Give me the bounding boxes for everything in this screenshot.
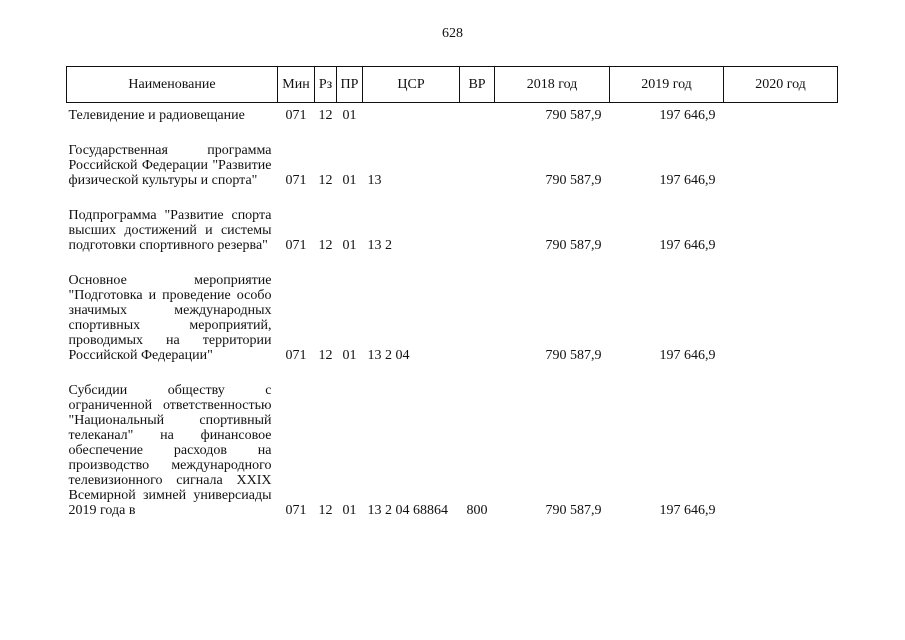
header-csr: ЦСР [363,67,460,103]
row-2020 [724,208,838,253]
row-name: Телевидение и радиовещание [68,108,245,123]
row-rz: 12 [318,238,333,253]
row-pr: 01 [342,238,357,253]
row-pr: 01 [342,108,357,123]
row-name: Основное мероприятие "Подготовка и проведение особо значимых международных спортивных мероприятий, проводимых на территории Российской Федерации" [68,273,272,363]
table-row [67,273,838,363]
page-number: 628 [442,26,463,41]
row-min: 071 [285,348,307,363]
budget-table [66,66,838,518]
row-csr [363,103,460,124]
row-csr: 13 2 04 [367,348,410,363]
row-csr: 13 2 04 68864 [367,503,448,518]
row-vr [460,273,495,363]
row-2019: 197 646,9 [659,238,716,253]
header-2019: 2019 год [610,67,724,103]
header-rz: Рз [315,67,337,103]
row-2019: 197 646,9 [659,108,716,123]
table-row [67,383,838,518]
row-rz: 12 [318,348,333,363]
row-csr: 13 [367,173,382,188]
table-header-row [67,67,838,103]
row-pr: 01 [342,173,357,188]
row-2018: 790 587,9 [545,238,602,253]
row-2020 [724,383,838,518]
row-2019: 197 646,9 [659,503,716,518]
row-csr: 13 2 [367,238,392,253]
row-2018: 790 587,9 [545,348,602,363]
row-min: 071 [285,108,307,123]
row-2019: 197 646,9 [659,348,716,363]
row-2018: 790 587,9 [545,108,602,123]
table-row [67,208,838,253]
row-vr [460,143,495,188]
header-pr: ПР [337,67,363,103]
row-vr: 800 [466,503,488,518]
row-rz: 12 [318,503,333,518]
header-2020: 2020 год [724,67,838,103]
row-rz: 12 [318,108,333,123]
row-min: 071 [285,503,307,518]
header-vr: ВР [460,67,495,103]
header-min: Мин [278,67,315,103]
header-name: Наименование [67,67,278,103]
row-2018: 790 587,9 [545,503,602,518]
table-row [67,143,838,188]
header-2018: 2018 год [495,67,610,103]
row-2020 [724,143,838,188]
row-name: Субсидии обществу с ограниченной ответственностью "Национальный спортивный телеканал" на финансовое обеспечение расходов на производство международного телевизионного сигнала XXIX Всемирной зимней универсиады 2019 года в [68,383,272,518]
row-2020 [724,103,838,124]
row-2019: 197 646,9 [659,173,716,188]
row-pr: 01 [342,348,357,363]
table-row [67,103,838,124]
row-2018: 790 587,9 [545,173,602,188]
row-name: Подпрограмма "Развитие спорта высших достижений и системы подготовки спортивного резерва" [68,208,272,253]
row-vr [460,208,495,253]
row-name: Государственная программа Российской Федерации "Развитие физической культуры и спорта" [68,143,272,188]
row-2020 [724,273,838,363]
row-min: 071 [285,238,307,253]
row-min: 071 [285,173,307,188]
row-rz: 12 [318,173,333,188]
row-pr: 01 [342,503,357,518]
row-vr [460,103,495,124]
